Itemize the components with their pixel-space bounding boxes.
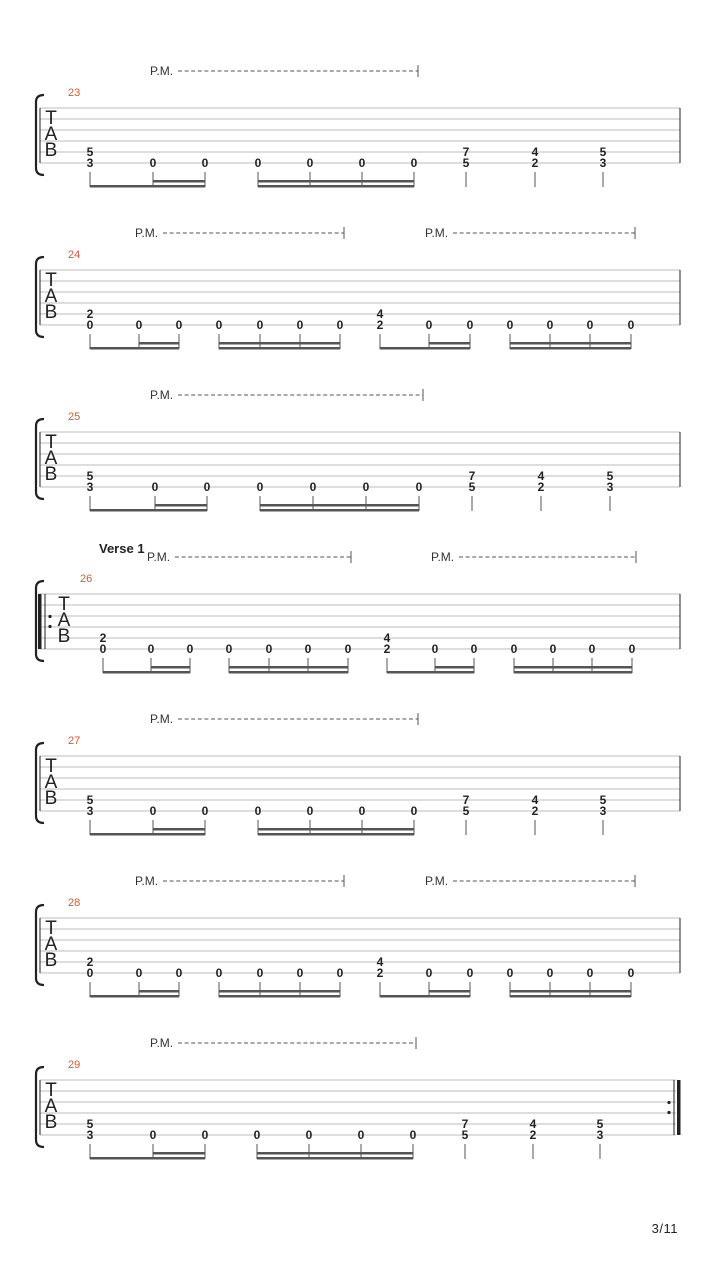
repeat-end-thick-bar: [677, 1080, 681, 1135]
fret-number: 2: [531, 156, 539, 170]
fret-number: 3: [599, 156, 607, 170]
fret-number: 3: [86, 480, 94, 494]
fret-number: 5: [461, 1128, 469, 1142]
fret-number: 0: [466, 318, 474, 332]
beam-secondary: [510, 342, 631, 345]
beam-secondary: [229, 666, 348, 669]
beam-primary: [510, 995, 631, 998]
fret-number: 4: [531, 145, 539, 159]
beam-primary: [380, 995, 470, 998]
fret-number: 0: [225, 642, 233, 656]
fret-number: 0: [149, 804, 157, 818]
fret-number: 0: [215, 966, 223, 980]
palm-mute-label: P.M.: [425, 874, 449, 888]
beam-secondary: [510, 990, 631, 993]
beam-secondary: [260, 504, 419, 507]
beam-primary: [219, 995, 340, 998]
fret-number: 0: [425, 318, 433, 332]
fret-number: 0: [546, 318, 554, 332]
fret-number: 0: [253, 1128, 261, 1142]
fret-number: 2: [376, 966, 384, 980]
tab-clef-letter: T: [45, 1080, 57, 1101]
fret-number: 4: [376, 307, 384, 321]
fret-number: 7: [468, 469, 476, 483]
palm-mute-label: P.M.: [135, 874, 159, 888]
fret-number: 0: [86, 318, 94, 332]
fret-number: 0: [588, 642, 596, 656]
fret-number: 0: [215, 318, 223, 332]
beam-secondary: [258, 828, 414, 831]
beam-primary: [90, 1157, 205, 1160]
fret-number: 0: [254, 804, 262, 818]
tab-clef-letter: A: [44, 448, 58, 469]
fret-number: 3: [596, 1128, 604, 1142]
fret-number: 0: [256, 966, 264, 980]
beam-secondary: [429, 342, 470, 345]
fret-number: 2: [376, 318, 384, 332]
beam-secondary: [153, 1152, 205, 1155]
fret-number: 0: [203, 480, 211, 494]
beam-primary: [260, 509, 419, 512]
tab-clef-letter: A: [44, 772, 58, 793]
repeat-dot: [667, 1111, 670, 1114]
fret-number: 0: [86, 966, 94, 980]
beam-primary: [510, 347, 631, 350]
palm-mute-label: P.M.: [150, 712, 174, 726]
beam-primary: [514, 671, 632, 674]
fret-number: 0: [466, 966, 474, 980]
fret-number: 0: [309, 480, 317, 494]
beam-secondary: [151, 666, 190, 669]
fret-number: 2: [86, 955, 94, 969]
fret-number: 0: [305, 1128, 313, 1142]
tab-clef-letter: B: [44, 302, 58, 323]
fret-number: 4: [529, 1117, 537, 1131]
fret-number: 0: [296, 318, 304, 332]
beam-secondary: [219, 342, 340, 345]
fret-number: 5: [606, 469, 614, 483]
repeat-dot: [48, 615, 51, 618]
fret-number: 0: [336, 318, 344, 332]
fret-number: 0: [304, 642, 312, 656]
beam-primary: [387, 671, 474, 674]
beam-secondary: [258, 180, 414, 183]
beam-secondary: [155, 504, 207, 507]
palm-mute-label: P.M.: [150, 1036, 174, 1050]
repeat-start-thick-bar: [38, 594, 42, 649]
fret-number: 0: [336, 966, 344, 980]
tab-clef-letter: T: [45, 270, 57, 291]
beam-primary: [90, 833, 205, 836]
fret-number: 0: [506, 966, 514, 980]
palm-mute-label: P.M.: [147, 550, 171, 564]
fret-number: 4: [531, 793, 539, 807]
tab-clef-letter: T: [45, 918, 57, 939]
section-label: Verse 1: [99, 541, 145, 556]
tab-clef-letter: T: [58, 594, 70, 615]
fret-number: 5: [599, 145, 607, 159]
beam-secondary: [429, 990, 470, 993]
beam-primary: [257, 1157, 413, 1160]
beam-primary: [90, 347, 179, 350]
beam-secondary: [139, 342, 179, 345]
fret-number: 0: [149, 156, 157, 170]
tab-clef-letter: A: [44, 934, 58, 955]
fret-number: 0: [470, 642, 478, 656]
measure-number: 26: [80, 573, 93, 585]
fret-number: 0: [306, 804, 314, 818]
fret-number: 0: [415, 480, 423, 494]
fret-number: 0: [147, 642, 155, 656]
fret-number: 0: [149, 1128, 157, 1142]
palm-mute-label: P.M.: [431, 550, 455, 564]
beam-primary: [90, 995, 179, 998]
fret-number: 5: [462, 156, 470, 170]
tab-clef-letter: T: [45, 756, 57, 777]
beam-secondary: [219, 990, 340, 993]
fret-number: 7: [462, 793, 470, 807]
repeat-dot: [48, 625, 51, 628]
fret-number: 2: [383, 642, 391, 656]
fret-number: 0: [549, 642, 557, 656]
fret-number: 2: [86, 307, 94, 321]
fret-number: 5: [599, 793, 607, 807]
fret-number: 0: [265, 642, 273, 656]
beam-secondary: [257, 1152, 413, 1155]
beam-primary: [90, 185, 205, 188]
fret-number: 0: [586, 318, 594, 332]
fret-number: 0: [586, 966, 594, 980]
fret-number: 5: [462, 804, 470, 818]
beam-primary: [380, 347, 470, 350]
fret-number: 3: [86, 1128, 94, 1142]
fret-number: 0: [296, 966, 304, 980]
tab-clef-letter: T: [45, 432, 57, 453]
fret-number: 0: [186, 642, 194, 656]
fret-number: 3: [86, 804, 94, 818]
measure-number: 24: [68, 249, 81, 261]
fret-number: 0: [254, 156, 262, 170]
fret-number: 0: [425, 966, 433, 980]
tab-clef-letter: A: [44, 1096, 58, 1117]
fret-number: 5: [86, 469, 94, 483]
fret-number: 0: [628, 642, 636, 656]
fret-number: 0: [151, 480, 159, 494]
fret-number: 5: [86, 793, 94, 807]
fret-number: 0: [99, 642, 107, 656]
fret-number: 4: [383, 631, 391, 645]
fret-number: 0: [431, 642, 439, 656]
tab-clef-letter: B: [44, 464, 58, 485]
beam-primary: [219, 347, 340, 350]
fret-number: 0: [627, 966, 635, 980]
fret-number: 0: [546, 966, 554, 980]
fret-number: 0: [175, 966, 183, 980]
beam-secondary: [435, 666, 474, 669]
fret-number: 7: [462, 145, 470, 159]
tab-clef-letter: B: [44, 950, 58, 971]
fret-number: 0: [135, 318, 143, 332]
fret-number: 3: [86, 156, 94, 170]
fret-number: 2: [99, 631, 107, 645]
fret-number: 0: [175, 318, 183, 332]
fret-number: 0: [135, 966, 143, 980]
fret-number: 5: [86, 1117, 94, 1131]
tab-clef-letter: A: [57, 610, 71, 631]
fret-number: 0: [256, 480, 264, 494]
fret-number: 0: [256, 318, 264, 332]
beam-primary: [258, 185, 414, 188]
beam-primary: [103, 671, 190, 674]
page-number: 3/11: [651, 1221, 678, 1236]
tab-clef-letter: A: [44, 286, 58, 307]
fret-number: 0: [201, 1128, 209, 1142]
fret-number: 4: [376, 955, 384, 969]
palm-mute-label: P.M.: [150, 64, 174, 78]
beam-primary: [90, 509, 207, 512]
fret-number: 0: [506, 318, 514, 332]
fret-number: 4: [537, 469, 545, 483]
fret-number: 0: [410, 156, 418, 170]
measure-number: 23: [68, 87, 81, 99]
fret-number: 3: [599, 804, 607, 818]
fret-number: 0: [201, 156, 209, 170]
palm-mute-label: P.M.: [135, 226, 159, 240]
tab-clef-letter: B: [44, 140, 58, 161]
fret-number: 2: [531, 804, 539, 818]
measure-number: 29: [68, 1059, 81, 1071]
beam-primary: [229, 671, 348, 674]
fret-number: 2: [529, 1128, 537, 1142]
fret-number: 0: [358, 804, 366, 818]
tab-clef-letter: A: [44, 124, 58, 145]
measure-number: 28: [68, 897, 81, 909]
fret-number: 0: [409, 1128, 417, 1142]
fret-number: 0: [510, 642, 518, 656]
fret-number: 0: [357, 1128, 365, 1142]
measure-number: 27: [68, 735, 81, 747]
fret-number: 5: [596, 1117, 604, 1131]
tab-clef-letter: B: [44, 1112, 58, 1133]
fret-number: 0: [362, 480, 370, 494]
beam-primary: [258, 833, 414, 836]
fret-number: 0: [410, 804, 418, 818]
tab-clef-letter: T: [45, 108, 57, 129]
tab-clef-letter: B: [44, 788, 58, 809]
palm-mute-label: P.M.: [425, 226, 449, 240]
fret-number: 5: [468, 480, 476, 494]
fret-number: 2: [537, 480, 545, 494]
beam-secondary: [139, 990, 179, 993]
fret-number: 0: [358, 156, 366, 170]
measure-number: 25: [68, 411, 81, 423]
repeat-dot: [667, 1101, 670, 1104]
beam-secondary: [514, 666, 632, 669]
fret-number: 0: [306, 156, 314, 170]
fret-number: 5: [86, 145, 94, 159]
beam-secondary: [153, 828, 205, 831]
beam-secondary: [153, 180, 205, 183]
fret-number: 0: [344, 642, 352, 656]
palm-mute-label: P.M.: [150, 388, 174, 402]
fret-number: 3: [606, 480, 614, 494]
tab-clef-letter: B: [57, 626, 71, 647]
fret-number: 0: [627, 318, 635, 332]
fret-number: 7: [461, 1117, 469, 1131]
fret-number: 0: [201, 804, 209, 818]
